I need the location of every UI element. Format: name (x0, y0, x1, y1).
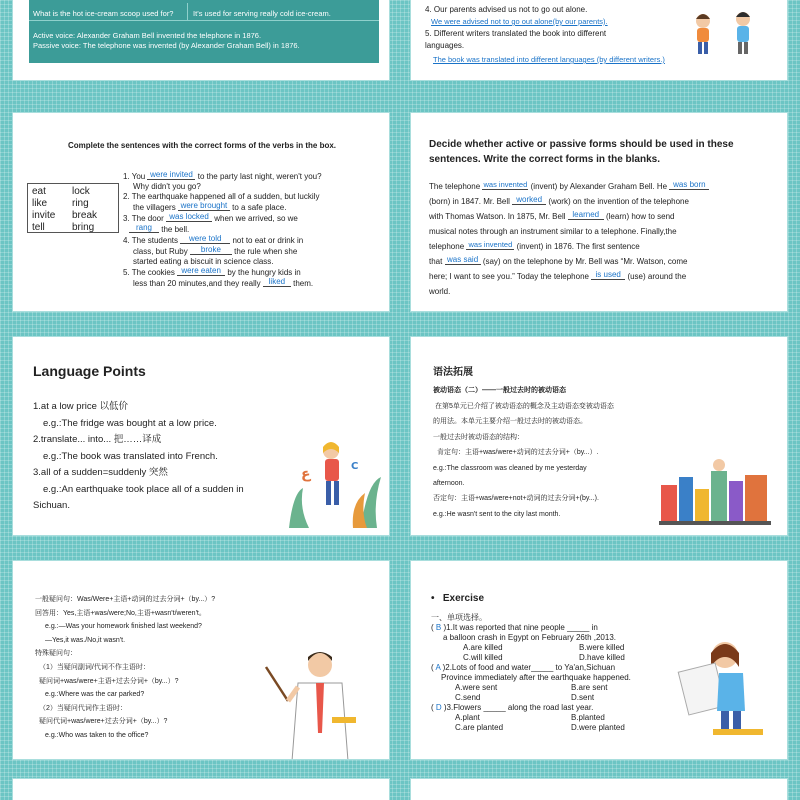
option: C.are planted (455, 723, 504, 732)
sentence-4: 4. The students were told not to eat or drink in (123, 234, 304, 245)
bullet-icon: • (431, 593, 435, 604)
options-row (431, 693, 671, 703)
slide-verb-box-exercise (12, 112, 390, 312)
language-points-list (33, 399, 293, 515)
sentence-2: 2. The earthquake happened all of a sudden, but luckily (123, 192, 320, 201)
sentence-3: 3. The door was locked when we arrived, so we (123, 212, 298, 223)
sentence-3-cont: rang the bell. (123, 224, 383, 235)
exercise-title: Decide whether active or passive forms should be used in these sentences. Write the correct forms in the blanks. (429, 139, 734, 165)
options-row (431, 723, 671, 733)
active-voice-text: Active voice: Alexander Graham Bell invented the telephone in 1876. (33, 31, 262, 40)
option: A.are killed (463, 643, 503, 652)
note-line: 特殊疑问句： (35, 650, 77, 658)
slide-title: 语法拓展 (433, 367, 473, 378)
exercise-title: Complete the sentences with the correct forms of the verbs in the box. (67, 141, 337, 150)
grammar-line: e.g.:The classroom was cleaned by me yesterday (433, 464, 587, 472)
option: C.send (455, 693, 481, 702)
answer-blank: were eaten (177, 267, 225, 276)
sentence-4-cont2: started eating a biscuit in science class. (133, 257, 274, 266)
note-line: （1）当疑问副词/代词不作主语时： (39, 663, 150, 671)
sentence-5-cont: less than 20 minutes,and they really liked them. (133, 277, 314, 288)
note-line: e.g.:Who was taken to the office? (45, 731, 149, 739)
note-line: 回答用：Yes,主语+was/were;No,主语+wasn't/weren't。 (35, 609, 206, 617)
multiple-choice-questions (431, 613, 671, 733)
point-3: 3.all of a sudden=suddenly 突然 (33, 467, 168, 478)
answer-blank: were told (180, 235, 230, 244)
answer-blank: was said (445, 256, 481, 265)
answer-key: A (435, 663, 441, 672)
item-5-text: 5. Different writers translated the book into different (425, 29, 607, 38)
answer-blank: was born (669, 181, 709, 190)
item-5-text-cont: languages. (425, 41, 465, 50)
point-1-example: e.g.:The fridge was bought at a low price. (43, 417, 217, 429)
answer-blank: was invented (483, 180, 528, 189)
answer-blank: liked (263, 278, 291, 287)
verb-break: break (72, 210, 98, 221)
slide-partial-bottom-left (12, 778, 390, 800)
svg-text:C: C (351, 461, 359, 472)
answer-blank: rang (129, 224, 159, 233)
grammar-line: afternoon. (433, 480, 465, 488)
point-2: 2.translate... into... 把……译成 (33, 434, 162, 445)
slide-title: Language Points (33, 363, 146, 379)
girl-with-letters-illustration (281, 433, 387, 533)
option: A.were sent (455, 683, 498, 692)
option: D.were planted (571, 723, 625, 732)
grammar-line: e.g.:He wasn't sent to the city last month. (433, 510, 561, 518)
slide-subtitle: 被动语态（二）——一般过去时的被动语态 (433, 387, 566, 394)
question-1: ( B )1.It was reported that nine people _____ in (431, 623, 598, 632)
grammar-line: 在第5单元已介绍了被动语态的概念及主动语态变被动语态 (435, 403, 614, 410)
answer-blank: worked (512, 196, 546, 205)
option: D.have killed (579, 653, 625, 662)
sentence-4-cont: class, but Ruby broke the rule when she (133, 245, 298, 256)
note-line: e.g.:—Was your homework finished last weekend? (45, 623, 202, 631)
option: B.were killed (579, 643, 625, 652)
sentence-1-cont: Why didn't you go? (133, 182, 201, 191)
verb-like: like (32, 198, 48, 209)
answer-blank: were brought (178, 202, 230, 211)
verb-lock: lock (72, 186, 90, 197)
sentence-2-cont: the villagers were brought to a safe place. (133, 201, 287, 212)
passive-voice-text: Passive voice: The telephone was invented (by Alexander Graham Bell) in 1876. (33, 41, 300, 50)
option: B.are sent (571, 683, 608, 692)
answer-blank: were invited (147, 171, 195, 180)
options-row (431, 643, 671, 653)
note-line: —Yes,it was./No,it wasn't. (45, 636, 126, 644)
slide-exercise (410, 560, 788, 760)
verb-invite: invite (32, 210, 56, 221)
question-3: ( D )3.Flowers _____ along the road last year. (431, 703, 594, 712)
slide-active-or-passive (410, 112, 788, 312)
note-line: 疑问代词+was/were+过去分词+（by...）? (39, 718, 168, 726)
girl-reading-illustration (673, 633, 773, 745)
slide-title: • Exercise (431, 593, 485, 604)
verb-ring: ring (72, 198, 89, 209)
cell-divider (187, 3, 188, 21)
answer-text: It’s used for serving really cold ice-cream. (193, 9, 331, 18)
answer-blank: learned (568, 211, 604, 220)
slide-grammar-extension (410, 336, 788, 536)
answer-key: D (435, 703, 442, 712)
option: B.planted (571, 713, 605, 722)
svg-text:ع: ع (301, 466, 311, 482)
sentence-1: 1. You were invited to the party last night, weren't you? (123, 170, 322, 181)
verb-eat: eat (32, 186, 46, 197)
item-5-answer: The book was translated into different languages (by different writers.) (433, 55, 665, 64)
option: D.sent (571, 693, 595, 702)
answer-blank: is used (591, 271, 625, 280)
note-line: 一般疑问句：Was/Were+主语+动词的过去分词+（by...）? (35, 596, 216, 603)
answer-key: B (435, 623, 442, 632)
grammar-notes (433, 399, 693, 522)
section-heading: 一、单项选择。 (431, 613, 487, 622)
options-row (431, 713, 671, 723)
passage: The telephone was invented (invent) by Alexander Graham Bell. He was born (born) in 1847. Mr. Bell worked (work) on the invention of the telephone with Thomas Watson. In 1875, Mr. Bell learned (learn) how to send musical notes through an instrument similar to a telephone. Finally,the telephone was invented (invent) in 1876. The first sentence that was said (say) on the telephone by Mr. Bell was “Mr. Watson, come here; I want to see you.” Today the telephone is used (use) around the world. (429, 179, 774, 299)
qa-row (29, 3, 379, 21)
note-line: （2）当疑问代词作主语时： (39, 704, 127, 712)
voice-example-box (29, 0, 379, 63)
grammar-line: 一般过去时被动语态的结构： (433, 433, 524, 441)
answer-blank: was invented (466, 241, 514, 250)
sentences (123, 171, 383, 289)
slide-language-points (12, 336, 390, 536)
options-row (431, 653, 671, 663)
item-4-answer: We were advised not to go out alone(by our parents). (431, 17, 608, 26)
question-text: What is the hot ice-cream scoop used for? (33, 9, 174, 18)
books-illustration (659, 455, 771, 525)
point-1: 1.at a low price 以低价 (33, 401, 129, 412)
kids-illustration (681, 0, 781, 59)
teacher-illustration (258, 637, 368, 760)
verb-tell: tell (32, 222, 45, 233)
question-forms-notes (35, 593, 275, 743)
verb-box (27, 183, 119, 233)
answer-blank: was locked (166, 213, 212, 222)
point-3-example-cont: Sichuan. (33, 500, 70, 511)
option: A.plant (455, 713, 480, 722)
grammar-line: 肯定句：主语+was/were+动词的过去分词+（by...）. (437, 449, 599, 457)
grammar-line: 否定句：主语+was/were+not+动词的过去分词+(by...). (433, 495, 599, 503)
question-2-cont: Province immediately after the earthquake happened. (441, 673, 631, 682)
point-2-example: e.g.:The book was translated into French. (43, 450, 218, 462)
slide-question-forms (12, 560, 390, 760)
grammar-line: 的用法。本单元主要介绍一般过去时的被动语态。 (433, 418, 587, 426)
note-line: e.g.:Where was the car parked? (45, 691, 145, 699)
sentence-5: 5. The cookies were eaten by the hungry kids in (123, 266, 301, 277)
slide-partial-bottom-right (410, 778, 788, 800)
note-line: 疑问词+was/were+主语+过去分词+（by...）? (39, 677, 179, 685)
question-1-cont: a balloon crash in Egypt on February 26th ,2013. (443, 633, 616, 642)
option: C.will killed (463, 653, 503, 662)
item-4-text: 4. Our parents advised us not to go out alone. (425, 5, 588, 14)
point-3-example: e.g.:An earthquake took place all of a sudden in (43, 483, 244, 495)
slide-rewrite-sentences (410, 0, 788, 81)
answer-blank: broke (190, 246, 232, 255)
slide-active-passive (12, 0, 390, 81)
verb-bring: bring (72, 222, 95, 233)
options-row (431, 683, 671, 693)
question-2: ( A )2.Lots of food and water_____ to Ya'an,Sichuan (431, 663, 616, 672)
